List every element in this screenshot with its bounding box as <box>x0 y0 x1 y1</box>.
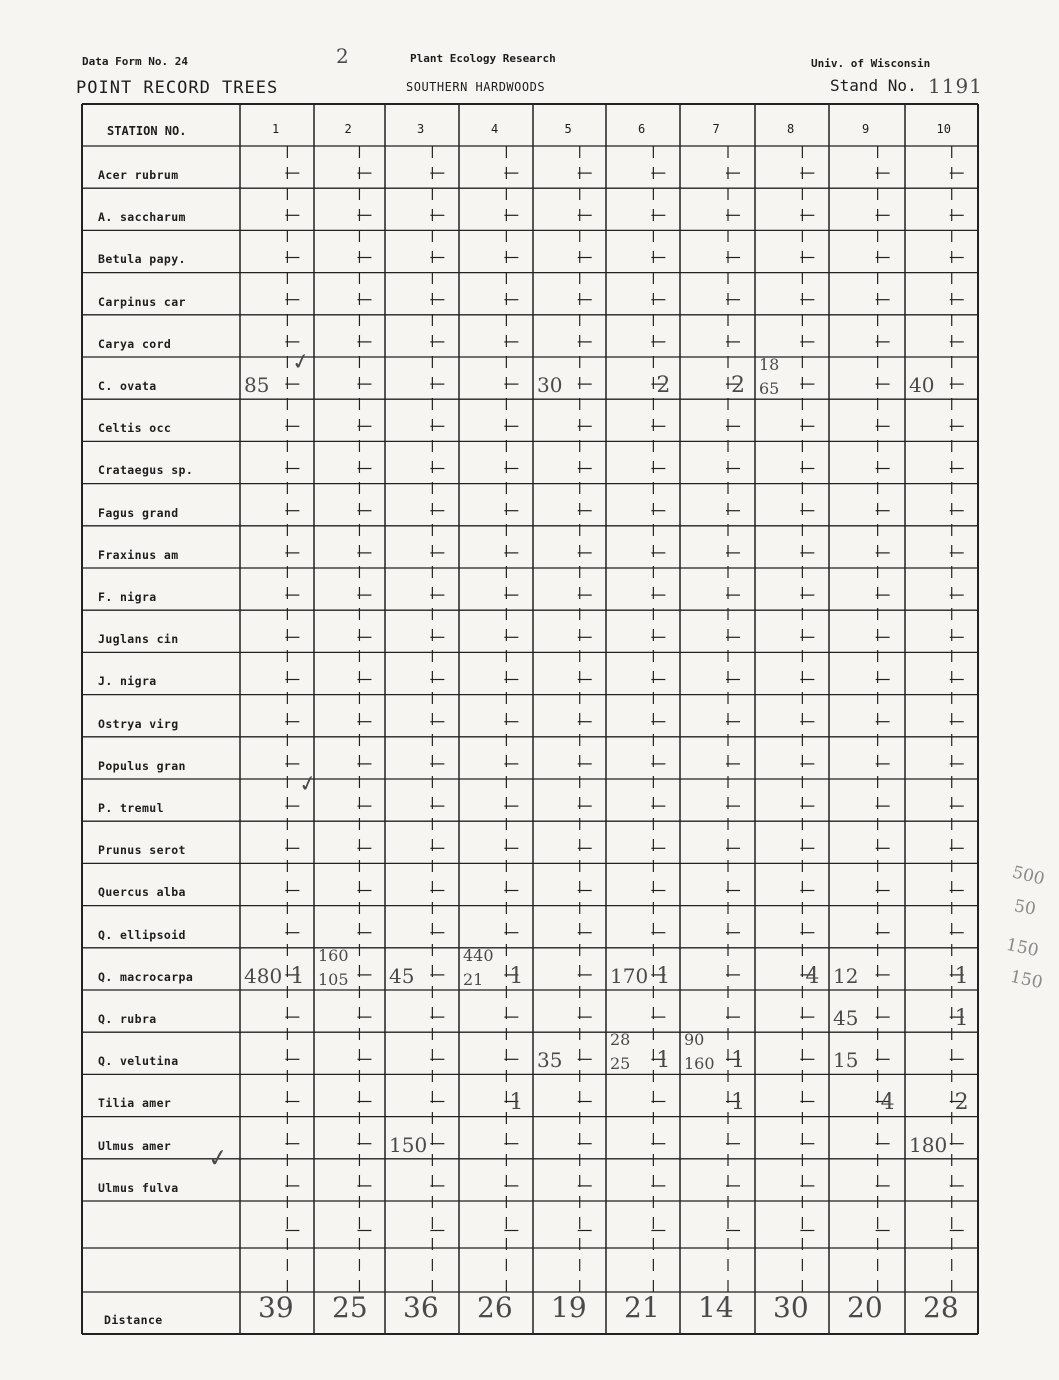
form-number: Data Form No. 24 <box>82 55 188 68</box>
margin-note: 150 <box>1004 934 1041 962</box>
species-label: P. tremul <box>98 801 164 815</box>
university: Univ. of Wisconsin <box>811 57 931 70</box>
species-label: Tilia amer <box>98 1096 172 1111</box>
form-title: POINT RECORD TREES <box>76 78 279 98</box>
species-label: F. nigra <box>98 590 157 604</box>
entry-value: 160 <box>684 1054 715 1074</box>
station-number: 4 <box>491 122 499 136</box>
distance-value: 26 <box>477 1291 513 1324</box>
org-name: Plant Ecology Research <box>410 52 556 65</box>
entry-value: 35 <box>537 1048 563 1073</box>
station-number: 1 <box>272 122 280 136</box>
species-label: J. nigra <box>98 674 157 689</box>
entry-value: 45 <box>389 963 415 988</box>
species-label: Ulmus amer <box>98 1138 172 1153</box>
margin-note: 50 <box>1012 896 1038 920</box>
station-header: STATION NO. <box>107 124 187 138</box>
entry-value: 1 <box>656 963 671 989</box>
station-number: 9 <box>862 122 870 136</box>
entry-value: 65 <box>759 379 780 398</box>
distance-value: 14 <box>698 1291 734 1324</box>
entry-value: 1 <box>954 963 969 989</box>
species-label: Betula papy. <box>98 252 186 267</box>
species-label: A. saccharum <box>98 210 186 225</box>
check-mark: ✓ <box>206 1142 230 1174</box>
entry-value: 40 <box>909 373 935 397</box>
entry-value: 1 <box>656 1048 671 1074</box>
distance-value: 20 <box>847 1291 883 1324</box>
species-label: Ulmus fulva <box>98 1180 179 1195</box>
species-label: Carpinus car <box>98 294 186 309</box>
station-number: 6 <box>638 122 646 136</box>
station-number: 10 <box>936 122 951 136</box>
distance-value: 25 <box>332 1291 368 1324</box>
species-label: C. ovata <box>98 379 157 393</box>
entry-value: 2 <box>656 373 671 398</box>
species-label: Fraxinus am <box>98 547 179 562</box>
species-label: Prunus serot <box>98 843 186 858</box>
entry-value: 160 <box>318 945 349 965</box>
species-label: Acer rubrum <box>98 168 179 182</box>
species-label: Celtis occ <box>98 421 172 436</box>
entry-value: 1 <box>290 963 305 989</box>
entry-value: 1 <box>509 1090 524 1116</box>
species-label: Q. velutina <box>98 1054 179 1069</box>
entry-value: 45 <box>833 1006 859 1030</box>
distance-value: 28 <box>923 1291 959 1324</box>
margin-note: 500 <box>1010 862 1047 890</box>
species-label: Q. macrocarpa <box>98 969 194 984</box>
station-number: 3 <box>417 122 425 136</box>
entry-value: 85 <box>244 373 270 397</box>
entry-value: 440 <box>463 945 494 965</box>
entry-value: 150 <box>389 1132 428 1157</box>
distance-value: 36 <box>403 1291 439 1324</box>
species-label: Q. ellipsoid <box>98 927 186 942</box>
species-label: Carya cord <box>98 336 172 351</box>
entry-value: 15 <box>833 1048 859 1073</box>
page-mark: 2 <box>336 44 349 68</box>
species-label: Quercus alba <box>98 885 186 900</box>
stand-value: 1191 <box>928 74 983 98</box>
check-mark: ✓ <box>289 348 313 377</box>
station-number: 7 <box>712 122 720 136</box>
stand-label: Stand No. <box>830 76 917 95</box>
distance-value: 30 <box>773 1291 809 1324</box>
station-number: 5 <box>564 122 572 136</box>
margin-note: 150 <box>1008 966 1045 994</box>
distance-value: 39 <box>258 1291 294 1324</box>
entry-value: 1 <box>731 1090 745 1116</box>
entry-value: 2 <box>954 1090 969 1116</box>
species-label: Q. rubra <box>98 1012 157 1026</box>
entry-value: 480 <box>244 963 283 988</box>
distance-value: 21 <box>624 1291 660 1324</box>
entry-value: 2 <box>731 373 745 398</box>
entry-value: 30 <box>537 373 563 397</box>
station-number: 2 <box>344 122 352 136</box>
entry-value: 18 <box>759 355 780 374</box>
entry-value: 28 <box>610 1030 631 1050</box>
species-label: Juglans cin <box>98 632 179 647</box>
entry-value: 1 <box>731 1048 745 1074</box>
entry-value: 12 <box>833 963 859 988</box>
entry-value: 21 <box>463 969 484 989</box>
station-number: 8 <box>787 122 795 136</box>
distance-label: Distance <box>104 1313 163 1327</box>
entry-value: 170 <box>610 963 649 988</box>
species-label: Populus gran <box>98 758 186 773</box>
entry-value: 25 <box>610 1054 631 1074</box>
entry-value: 90 <box>684 1030 705 1050</box>
entry-value: 4 <box>805 963 820 989</box>
entry-value: 180 <box>909 1132 948 1157</box>
entry-value: 1 <box>509 963 524 989</box>
species-label: Crataegus sp. <box>98 463 194 478</box>
distance-value: 19 <box>551 1291 587 1324</box>
species-label: Fagus grand <box>98 505 179 520</box>
entry-value: 1 <box>954 1006 969 1031</box>
entry-value: 4 <box>880 1090 895 1116</box>
species-label: Ostrya virg <box>98 716 179 731</box>
form-subtitle: SOUTHERN HARDWOODS <box>406 80 546 94</box>
entry-value: 105 <box>318 969 349 989</box>
check-mark: ✓ <box>296 770 320 799</box>
